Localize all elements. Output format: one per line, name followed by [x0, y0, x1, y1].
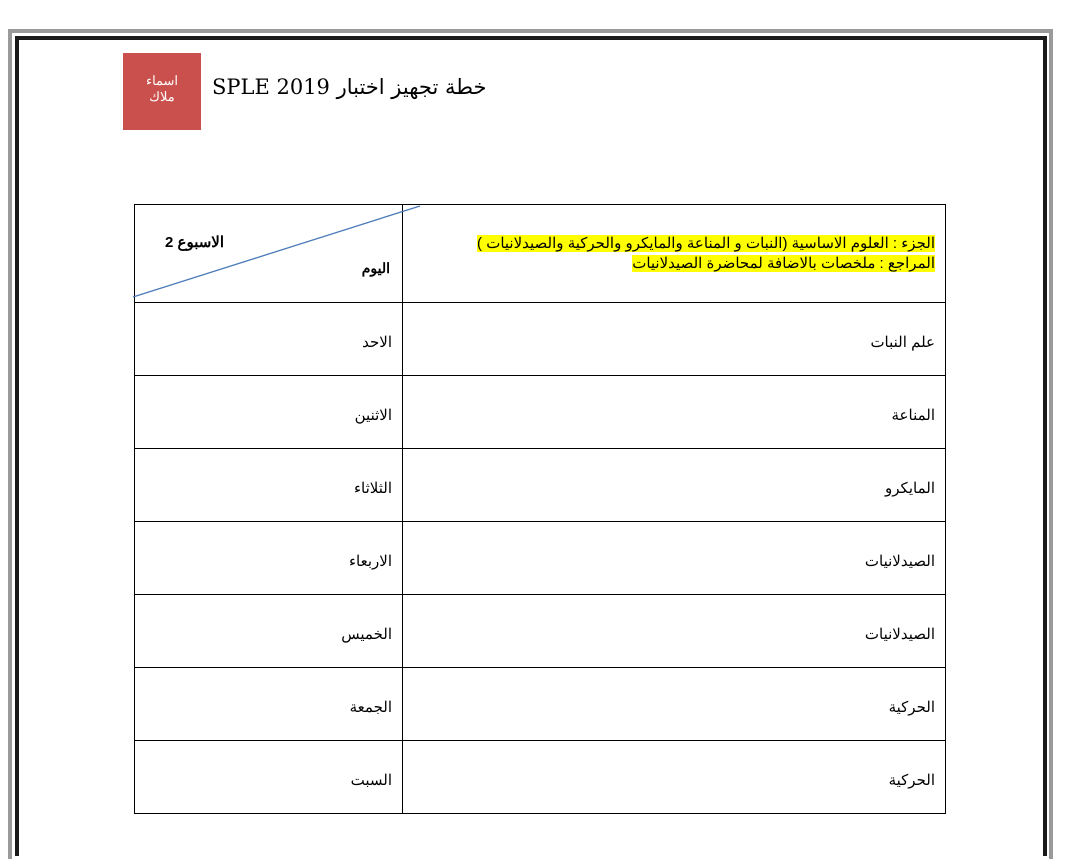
table-header-row [135, 205, 946, 303]
week-day-header-cell [135, 205, 403, 303]
part-description: الجزء : العلوم الاساسية (النبات و المناعة والمايكرو والحركية والصيدلانيات ) [477, 234, 935, 252]
subject-cell: الحركية [403, 741, 946, 814]
study-plan-table [134, 204, 946, 814]
day-column-heading: اليوم [361, 260, 390, 276]
day-cell: الاربعاء [135, 522, 403, 595]
subject-cell: المايكرو [403, 449, 946, 522]
table-row [135, 595, 946, 668]
day-cell: الجمعة [135, 668, 403, 741]
table-row [135, 668, 946, 741]
subject-cell: الحركية [403, 668, 946, 741]
table-row [135, 449, 946, 522]
references-description: المراجع : ملخصات بالاضافة لمحاضرة الصيدلانيات [632, 254, 935, 272]
diagonal-divider [135, 205, 403, 302]
subject-cell: الصيدلانيات [403, 595, 946, 668]
table-row [135, 376, 946, 449]
part-header-cell [403, 205, 946, 303]
day-cell: الاحد [135, 303, 403, 376]
day-cell: السبت [135, 741, 403, 814]
subject-cell: علم النبات [403, 303, 946, 376]
table-row [135, 741, 946, 814]
subject-cell: الصيدلانيات [403, 522, 946, 595]
week-label: الاسبوع 2 [165, 234, 225, 251]
author-badge [123, 53, 201, 130]
badge-line-2: ملاك [149, 89, 175, 104]
subject-cell: المناعة [403, 376, 946, 449]
table-row [135, 522, 946, 595]
day-cell: الثلاثاء [135, 449, 403, 522]
day-cell: الخميس [135, 595, 403, 668]
document-title: خطة تجهيز اختبار SPLE 2019 [212, 75, 487, 99]
day-cell: الاثنين [135, 376, 403, 449]
badge-line-1: اسماء [145, 73, 179, 88]
table-row [135, 303, 946, 376]
